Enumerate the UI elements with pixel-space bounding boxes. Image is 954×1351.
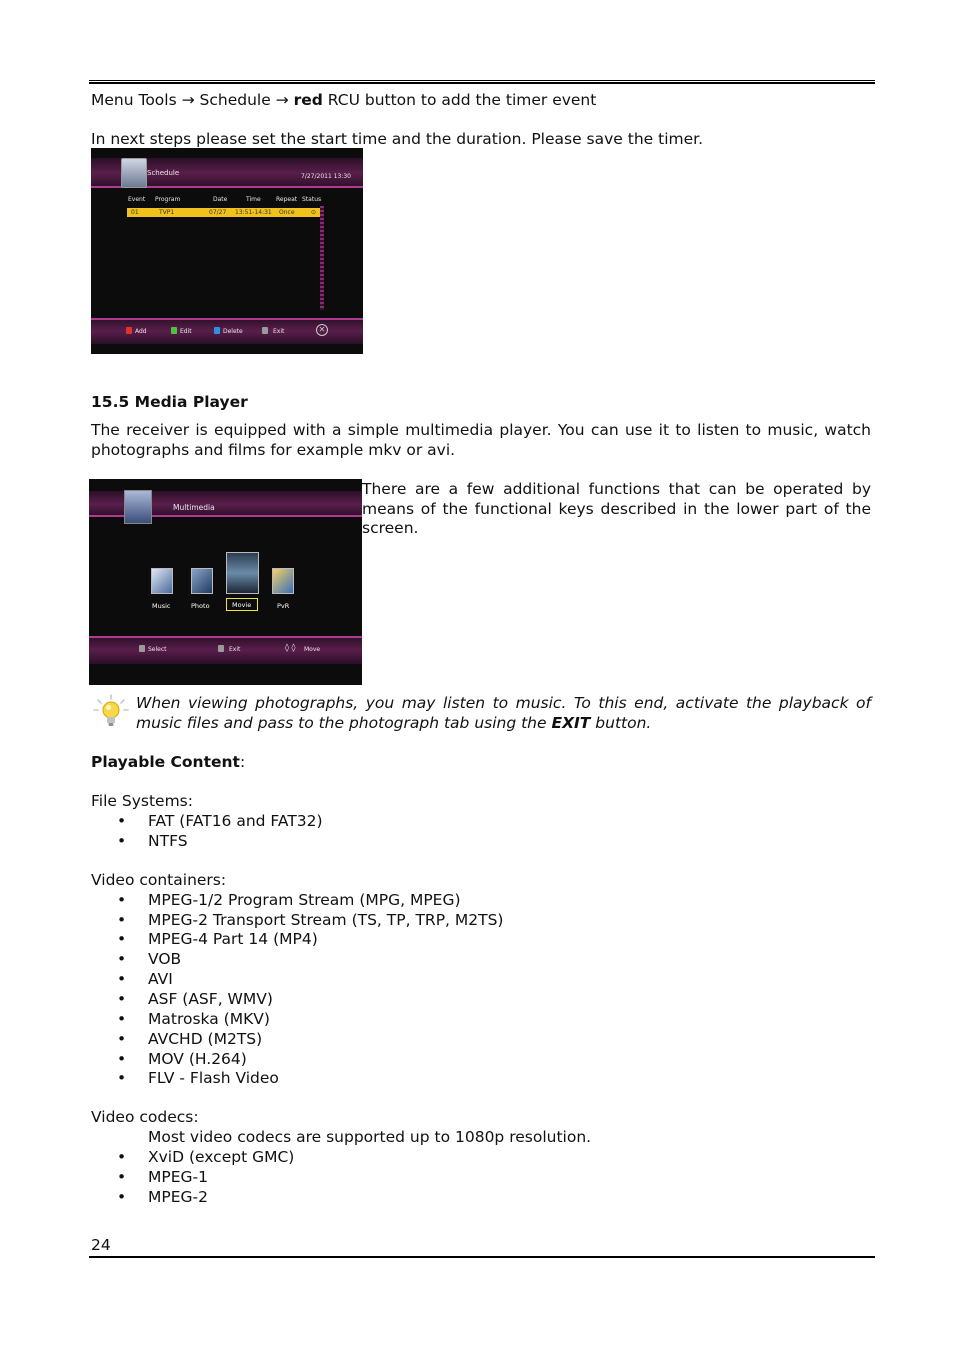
list-item: • MPEG-2 (117, 1188, 208, 1206)
intro-paragraph: The receiver is equipped with a simple multimedia player. You can use it to listen to music, watch photographs and films for example mkv or avi. (91, 421, 871, 459)
schedule-row-selected[interactable]: 01 TVP1 07/27 13:51-14:31 Once ⊙ (127, 208, 323, 217)
playable-heading: Playable Content: (91, 753, 246, 771)
list-item: • FAT (FAT16 and FAT32) (117, 812, 323, 830)
exit-key-icon (218, 645, 224, 652)
col-date: Date (213, 196, 228, 203)
col-repeat: Repeat (276, 196, 298, 203)
key-delete-label: Delete (223, 328, 243, 335)
list-item: • AVCHD (M2TS) (117, 1030, 263, 1048)
key-move-label: Move (304, 646, 321, 653)
list-item: • Matroska (MKV) (117, 1010, 270, 1028)
col-time: Time (246, 196, 261, 203)
status-icon: ⊙ (311, 209, 317, 216)
photo-label: Photo (191, 602, 210, 610)
col-event: Event (128, 196, 146, 203)
list-item: • XviD (except GMC) (117, 1148, 295, 1166)
key-exit-label: Exit (229, 646, 241, 653)
schedule-datetime: 7/27/2011 13:30 (301, 173, 351, 180)
multimedia-logo-icon (124, 490, 152, 524)
monitor-icon (121, 158, 147, 188)
col-status: Status (302, 196, 322, 203)
footer-rule (89, 1256, 875, 1258)
list-item: • MPEG-4 Part 14 (MP4) (117, 930, 318, 948)
pvr-label: PvR (277, 602, 290, 610)
side-paragraph: There are a few additional functions that can be operated by means of the functional keys described in the lower part of the screen. (362, 480, 871, 537)
menu-path-line: Menu Tools → Schedule → red RCU button to add the timer event (91, 91, 597, 109)
video-codecs-note: Most video codecs are supported up to 1080p resolution. (148, 1128, 592, 1146)
list-item: • MOV (H.264) (117, 1050, 247, 1068)
key-edit-label: Edit (180, 328, 192, 335)
blue-key-icon (214, 327, 220, 334)
music-icon[interactable] (151, 568, 173, 594)
music-label: Music (152, 602, 171, 610)
list-item: • NTFS (117, 832, 188, 850)
list-item: • VOB (117, 950, 182, 968)
video-codecs-label: Video codecs: (91, 1108, 199, 1126)
movie-label: Movie (232, 601, 252, 609)
lightbulb-icon (93, 694, 129, 730)
multimedia-title: Multimedia (173, 503, 215, 512)
col-program: Program (155, 196, 181, 203)
photo-icon[interactable] (191, 568, 213, 594)
movie-icon[interactable] (226, 552, 259, 594)
schedule-screenshot (91, 148, 363, 354)
multimedia-footer-band (89, 636, 362, 664)
multimedia-screenshot (89, 479, 362, 685)
tip-text: When viewing photographs, you may listen to music. To this end, activate the playback of music files and pass to the photograph tab using the EXIT button. (136, 694, 871, 732)
exit-key-icon (262, 327, 268, 334)
page-number: 24 (91, 1236, 111, 1254)
schedule-title: Schedule (147, 169, 180, 177)
key-add-label: Add (135, 328, 147, 335)
red-key-icon (126, 327, 132, 334)
list-item: • MPEG-1 (117, 1168, 208, 1186)
list-item: • FLV - Flash Video (117, 1069, 279, 1087)
file-systems-label: File Systems: (91, 792, 193, 810)
key-select-label: Select (148, 646, 167, 653)
schedule-scrollbar[interactable] (320, 206, 324, 310)
list-item: • ASF (ASF, WMV) (117, 990, 273, 1008)
list-item: • AVI (117, 970, 173, 988)
list-item: • MPEG-2 Transport Stream (TS, TP, TRP, M2TS) (117, 911, 504, 929)
pvr-icon[interactable] (272, 568, 294, 594)
list-item: • MPEG-1/2 Program Stream (MPG, MPEG) (117, 891, 461, 909)
navigation-icon: ✕ (316, 324, 328, 336)
arrow-keys-icon: ◊ ◊ (285, 643, 296, 652)
header-rule (89, 80, 875, 84)
timer-instructions: In next steps please set the start time and the duration. Please save the timer. (91, 130, 704, 148)
section-heading: 15.5 Media Player (91, 393, 248, 411)
video-containers-label: Video containers: (91, 871, 227, 889)
key-exit-label: Exit (273, 328, 285, 335)
green-key-icon (171, 327, 177, 334)
ok-key-icon (139, 645, 145, 652)
